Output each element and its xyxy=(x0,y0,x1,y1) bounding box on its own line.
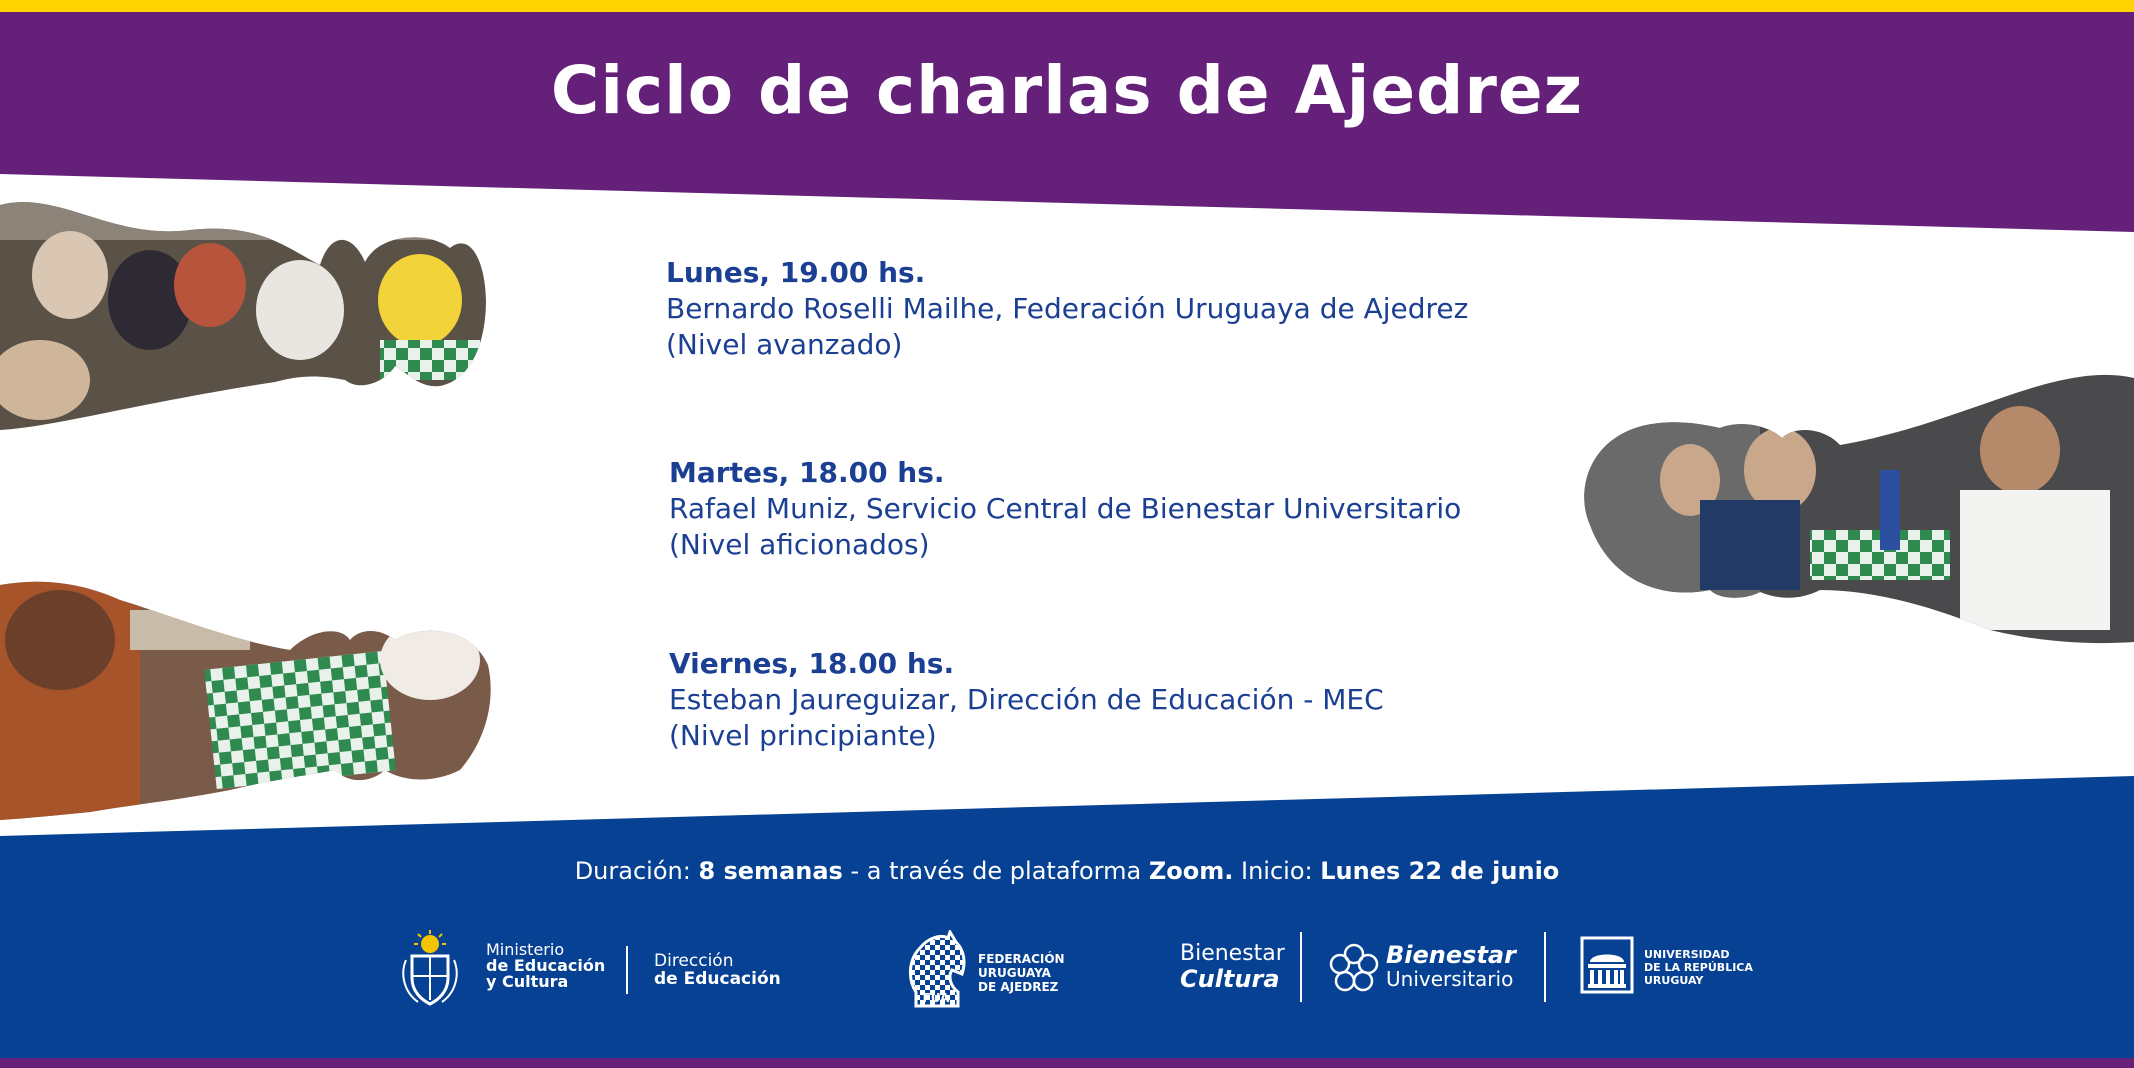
fua-line3: DE AJEDREZ xyxy=(978,980,1059,994)
logo-divider xyxy=(1544,932,1546,1002)
mec-logo xyxy=(390,930,790,1010)
session-speaker: Rafael Muniz, Servicio Central de Bienestar Universitario xyxy=(669,492,1462,525)
bienestar-universitario-line2: Universitario xyxy=(1386,967,1514,991)
bienestar-logos xyxy=(1180,930,1560,1010)
mec-crest-icon xyxy=(390,930,470,1010)
fua-badge: FUA xyxy=(922,991,950,1005)
bienestar-universitario-line1: Bienestar xyxy=(1386,941,1516,969)
duration-value: 8 semanas xyxy=(698,857,843,885)
chess-knight-icon xyxy=(900,930,972,1010)
bottom-strip xyxy=(0,1058,2134,1068)
session-speaker: Esteban Jaureguizar, Dirección de Educación - MEC xyxy=(669,683,1384,716)
udelar-text xyxy=(1644,948,1753,987)
chess-photo-right xyxy=(1580,370,2134,650)
session-level: (Nivel principiante) xyxy=(669,719,937,752)
fua-line1: FEDERACIÓN xyxy=(978,952,1065,966)
flower-icon xyxy=(1328,942,1380,994)
chess-photo-bottom-left xyxy=(0,570,500,830)
session-day: Lunes, 19.00 hs. xyxy=(666,256,926,289)
session-level: (Nivel aficionados) xyxy=(669,528,930,561)
udelar-line2: DE LA REPÚBLICA xyxy=(1644,961,1753,974)
top-strip xyxy=(0,0,2134,12)
mec-line3: y Cultura xyxy=(486,972,569,991)
session-tuesday xyxy=(669,455,1461,563)
udelar-logo xyxy=(1580,936,1780,996)
bienestar-cultura-line2: Cultura xyxy=(1180,965,1280,993)
bienestar-cultura-line1: Bienestar xyxy=(1180,941,1285,966)
mec-dir-line1: Dirección xyxy=(654,951,734,971)
logo-divider xyxy=(1300,932,1302,1002)
mec-line1: Ministerio xyxy=(486,940,565,959)
udelar-line1: UNIVERSIDAD xyxy=(1644,948,1730,961)
logo-divider xyxy=(626,946,628,994)
mec-dir-line2: de Educación xyxy=(654,969,781,989)
session-friday xyxy=(669,646,1384,754)
session-day: Viernes, 18.00 hs. xyxy=(669,647,955,680)
platform-text: - a través de plataforma xyxy=(850,857,1142,885)
session-monday xyxy=(666,255,1468,363)
fua-logo xyxy=(900,930,1080,1010)
page-title: Ciclo de charlas de Ajedrez xyxy=(550,52,1584,129)
session-level: (Nivel avanzado) xyxy=(666,328,903,361)
start-value: Lunes 22 de junio xyxy=(1320,857,1560,885)
session-day: Martes, 18.00 hs. xyxy=(669,456,945,489)
session-speaker: Bernardo Roselli Mailhe, Federación Uruguaya de Ajedrez xyxy=(666,292,1469,325)
start-label: Inicio: xyxy=(1241,857,1313,885)
fua-text xyxy=(978,952,1065,994)
chess-photo-top-left xyxy=(0,180,500,440)
mec-line2: de Educación xyxy=(486,956,606,975)
duration-label: Duración: xyxy=(574,857,691,885)
platform-name: Zoom. xyxy=(1148,857,1234,885)
fua-line2: URUGUAYA xyxy=(978,966,1051,980)
udelar-line3: URUGUAY xyxy=(1644,974,1704,987)
footer-band xyxy=(0,776,2134,1068)
university-building-icon xyxy=(1580,936,1634,994)
footer-info xyxy=(0,855,2134,887)
